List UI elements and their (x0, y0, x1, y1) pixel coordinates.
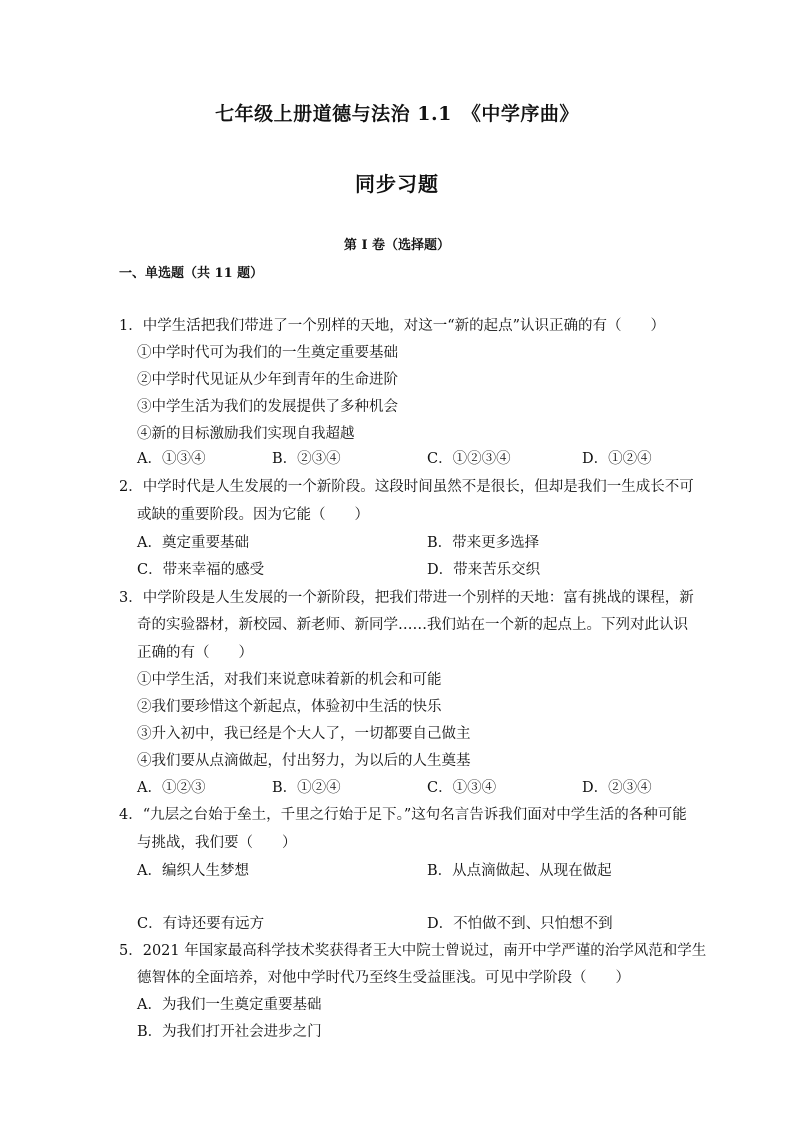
question-5-stem-line-1: 5．2021 年国家最高科学技术奖获得者王大中院士曾说过，南开中学严谨的治学风范和学生 (119, 943, 707, 959)
question-4-stem-line-1: 4．“九层之台始于垒土，千里之行始于足下。”这句名言告诉我们面对中学生活的各种可能 (119, 807, 687, 823)
question-1-option-d: D．①②④ (582, 451, 652, 467)
question-3-stem-line-1: 3．中学阶段是人生发展的一个新阶段，把我们带进一个别样的天地：富有挑战的课程，新 (119, 590, 694, 606)
question-4-stem-line-2: 与挑战，我们要（ ） (137, 835, 297, 851)
question-5-option-a: A．为我们一生奠定重要基础 (137, 997, 322, 1013)
question-1-statement-4: ④新的目标激励我们实现自我超越 (137, 426, 355, 442)
question-4-option-c: C．有诗还要有远方 (137, 916, 265, 932)
question-1-statement-2: ②中学时代见证从少年到青年的生命进阶 (137, 372, 398, 388)
question-2-option-c: C．带来幸福的感受 (137, 562, 265, 578)
volume-heading: 第 I 卷（选择题） (343, 238, 451, 253)
question-5-option-b: B．为我们打开社会进步之门 (137, 1024, 322, 1040)
document-title: 七年级上册道德与法治 1.1 《中学序曲》 (215, 103, 579, 125)
question-4-option-a: A．编织人生梦想 (137, 863, 249, 879)
question-4-option-b: B．从点滴做起、从现在做起 (427, 863, 612, 879)
question-3-option-b: B．①②④ (272, 780, 341, 796)
question-1-statement-1: ①中学时代可为我们的一生奠定重要基础 (137, 345, 398, 361)
question-3-statement-4: ④我们要从点滴做起，付出努力，为以后的人生奠基 (137, 753, 471, 769)
question-2-option-b: B．带来更多选择 (427, 535, 540, 551)
question-3-stem-line-2: 奇的实验器材，新校园、新老师、新同学……我们站在一个新的起点上。下列对此认识 (137, 617, 688, 633)
question-2-option-a: A．奠定重要基础 (137, 535, 249, 551)
question-2-stem-line-2: 或缺的重要阶段。因为它能（ ） (137, 507, 369, 523)
question-3-option-c: C．①③④ (427, 780, 497, 796)
question-1-option-a: A．①③④ (137, 451, 206, 467)
question-1-statement-3: ③中学生活为我们的发展提供了多种机会 (137, 399, 398, 415)
question-4-option-d: D．不怕做不到、只怕想不到 (427, 916, 613, 932)
question-2-option-d: D．带来苦乐交织 (427, 562, 541, 578)
question-5-stem-line-2: 德智体的全面培养，对他中学时代乃至终生受益匪浅。可见中学阶段（ ） (137, 970, 630, 986)
question-3-option-d: D．②③④ (582, 780, 652, 796)
question-1-option-c: C．①②③④ (427, 451, 511, 467)
question-3-statement-2: ②我们要珍惜这个新起点，体验初中生活的快乐 (137, 699, 442, 715)
document-subtitle: 同步习题 (355, 172, 439, 196)
question-3-option-a: A．①②③ (137, 780, 206, 796)
question-3-statement-3: ③升入初中，我已经是个大人了，一切都要自己做主 (137, 726, 471, 742)
question-2-stem-line-1: 2．中学时代是人生发展的一个新阶段。这段时间虽然不是很长，但却是我们一生成长不可 (119, 479, 694, 495)
question-3-statement-1: ①中学生活，对我们来说意味着新的机会和可能 (137, 672, 442, 688)
question-1-stem: 1．中学生活把我们带进了一个别样的天地，对这一“新的起点”认识正确的有（ ） (119, 318, 666, 334)
question-3-stem-line-3: 正确的有（ ） (137, 645, 253, 661)
question-1-option-b: B．②③④ (272, 451, 341, 467)
section-heading: 一、单选题（共 11 题） (119, 266, 264, 281)
